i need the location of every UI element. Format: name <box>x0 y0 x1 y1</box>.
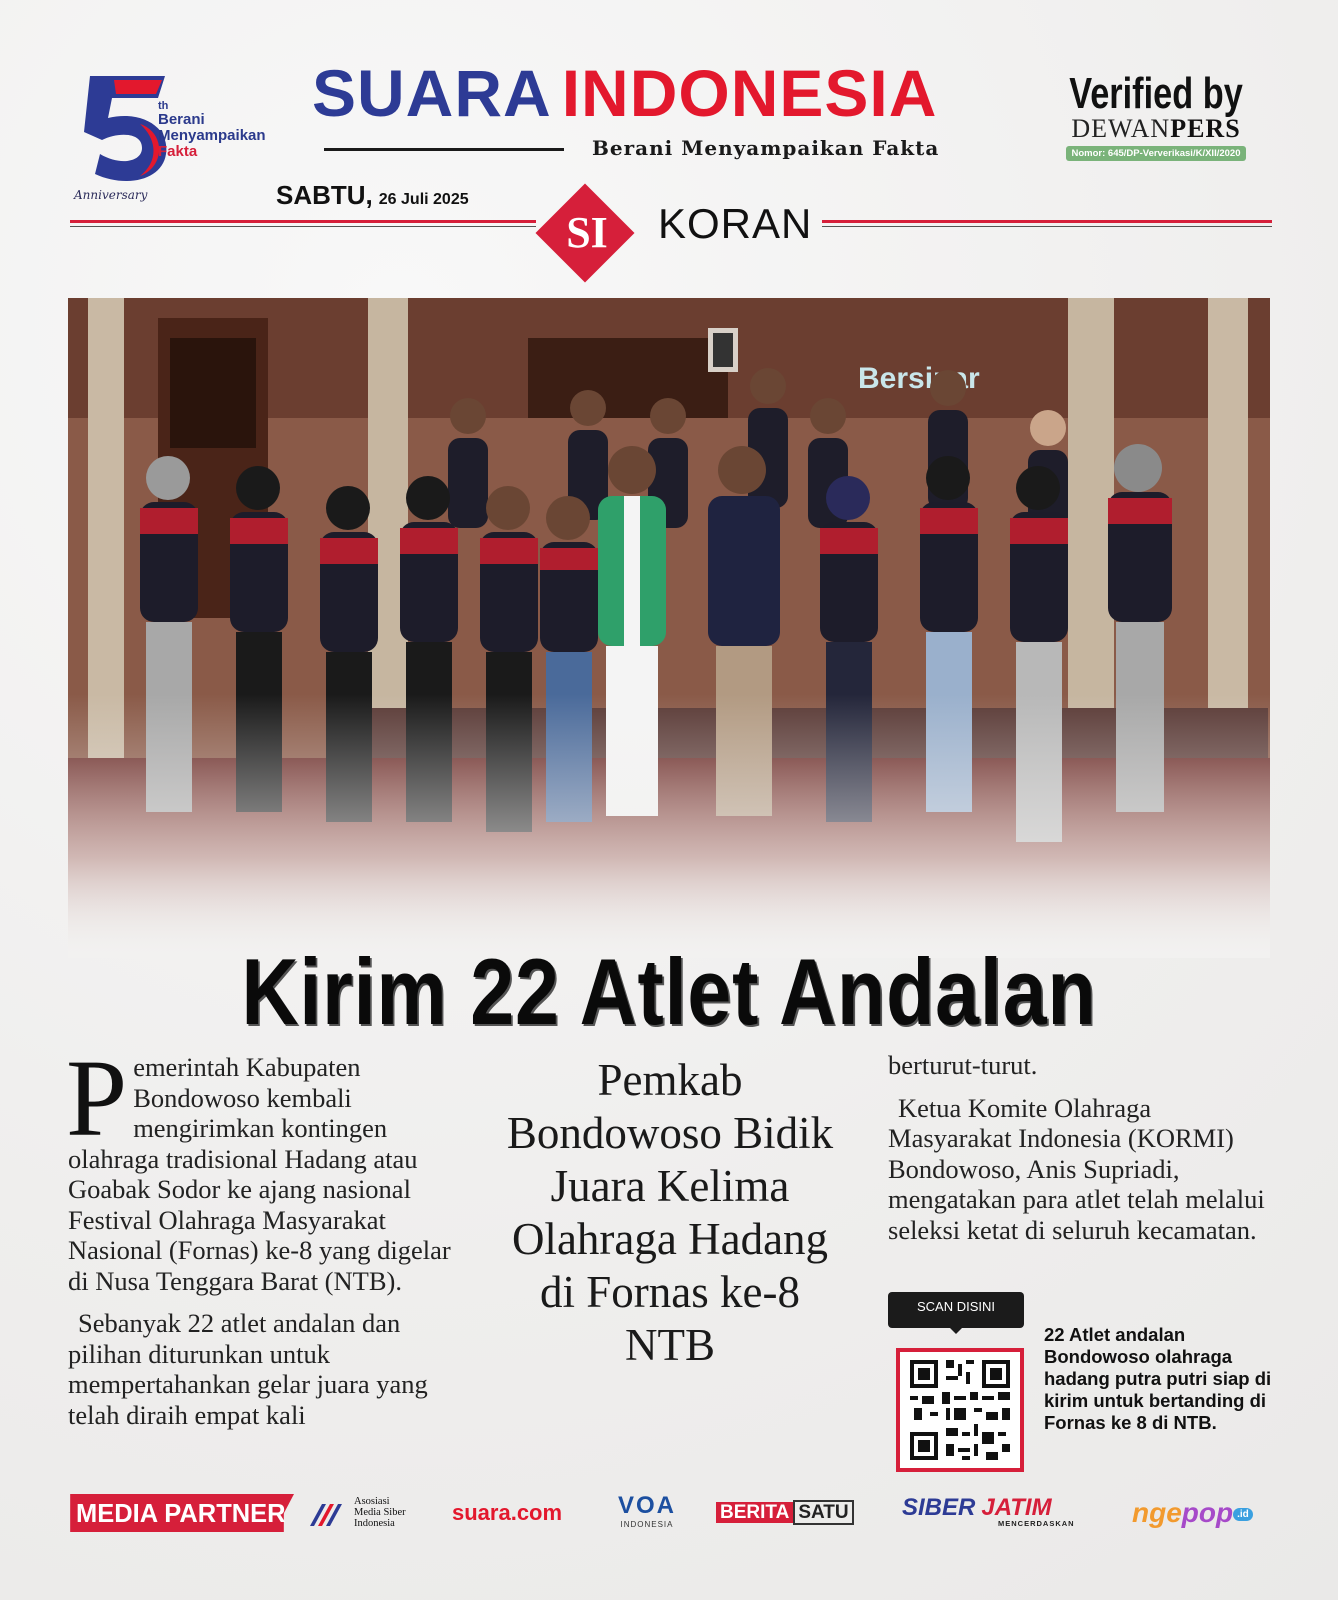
header-rule-right <box>822 220 1272 223</box>
header-rule-left <box>70 220 536 223</box>
edition-day: SABTU, <box>276 180 373 210</box>
voa-sub: INDONESIA <box>620 1520 674 1529</box>
amsi-line-1: Asosiasi <box>354 1496 390 1507</box>
edition-date <box>276 180 469 211</box>
article-column-3 <box>888 1050 1270 1257</box>
qr-caption: 22 Atlet andalan Bondowoso olahraga hadang putra putri siap di kirim untuk bertanding di Fornas ke 8 di NTB. <box>1044 1324 1272 1433</box>
voa-logo: VOA <box>617 1492 676 1519</box>
siberjatim-sub: MENCERDASKAN <box>998 1519 1075 1528</box>
group-photo-illustration <box>68 298 1270 958</box>
scan-label: SCAN DISINI <box>888 1292 1024 1328</box>
headline: Kirim 22 Atlet Andalan <box>241 939 1097 1044</box>
amsi-logo-icon <box>306 1496 356 1530</box>
article-column-1 <box>66 1037 454 1442</box>
article-paragraph-4: Ketua Komite Olahraga Masyarakat Indonesia (KORMI) Bondowoso, Anis Supriadi, mengatakan para atlet telah melalui seleksi ketat di seluruh kecamatan. <box>888 1092 1265 1245</box>
subheadline: Pemkab Bondowoso Bidik Juara Kelima Olahraga Hadang di Fornas ke-8 NTB <box>506 1055 834 1370</box>
media-partner-bar <box>68 1494 1270 1532</box>
article-paragraph-1: emerintah Kabupaten Bondowoso kembali mengirimkan kontingen olahraga tradisional Hadang atau Goabak Sodor ke ajang nasional Festival Olahraga Masyarakat Nasional (Fornas) ke-8 yang digelar di Nusa Tenggara Barat (NTB). <box>68 1052 451 1296</box>
anniversary-logo <box>70 66 290 216</box>
header-rule-right-thin <box>822 226 1272 227</box>
partner-suara[interactable]: suara.com <box>452 1500 563 1525</box>
partner-amsi[interactable] <box>306 1494 436 1532</box>
anniversary-tagline: Berani Menyampaikan Fakta <box>158 111 266 160</box>
qr-code[interactable] <box>896 1348 1024 1472</box>
qr-code-icon <box>900 1352 1020 1468</box>
si-badge-text: SI <box>566 208 608 257</box>
drop-cap: P <box>66 1037 128 1159</box>
partner-beritasatu[interactable]: BERITA SATU <box>716 1500 854 1526</box>
amsi-line-3: Indonesia <box>354 1518 395 1529</box>
verified-title: Verified by <box>1069 69 1243 118</box>
article-paragraph-3: berturut-turut. <box>888 1050 1038 1080</box>
masthead <box>312 56 1032 160</box>
article-paragraph-2: Sebanyak 22 atlet andalan dan pilihan diturunkan untuk mempertahankan gelar juara yang telah diraih empat kali <box>68 1308 428 1430</box>
amsi-line-2: Media Siber <box>354 1507 406 1518</box>
partner-siberjatim[interactable]: SIBER JATIM MENCERDASKAN <box>902 1494 1075 1528</box>
tagline-rule <box>324 148 564 151</box>
si-badge <box>538 186 636 284</box>
partner-ngepop[interactable]: ngepop .id <box>1132 1494 1253 1532</box>
edition-date-text: 26 Juli 2025 <box>378 191 469 208</box>
brand-tagline: Berani Menyampaikan Fakta <box>592 136 940 160</box>
verification-number: Nomor: 645/DP-Ververikasi/K/XII/2020 <box>1066 146 1247 161</box>
verified-badge <box>1036 69 1276 161</box>
dewan-pers: DEWANPERS <box>1071 114 1241 143</box>
brand-title: SUARA INDONESIA <box>312 56 938 130</box>
header-rule-left-thin <box>70 226 536 227</box>
partner-voa[interactable] <box>612 1494 682 1532</box>
news-photo <box>68 298 1270 958</box>
edition-label: KORAN <box>658 200 813 247</box>
media-partner-label: MEDIA PARTNER <box>70 1494 284 1532</box>
anniversary-suffix: th <box>158 100 169 112</box>
anniversary-script: Anniversary <box>74 188 148 202</box>
